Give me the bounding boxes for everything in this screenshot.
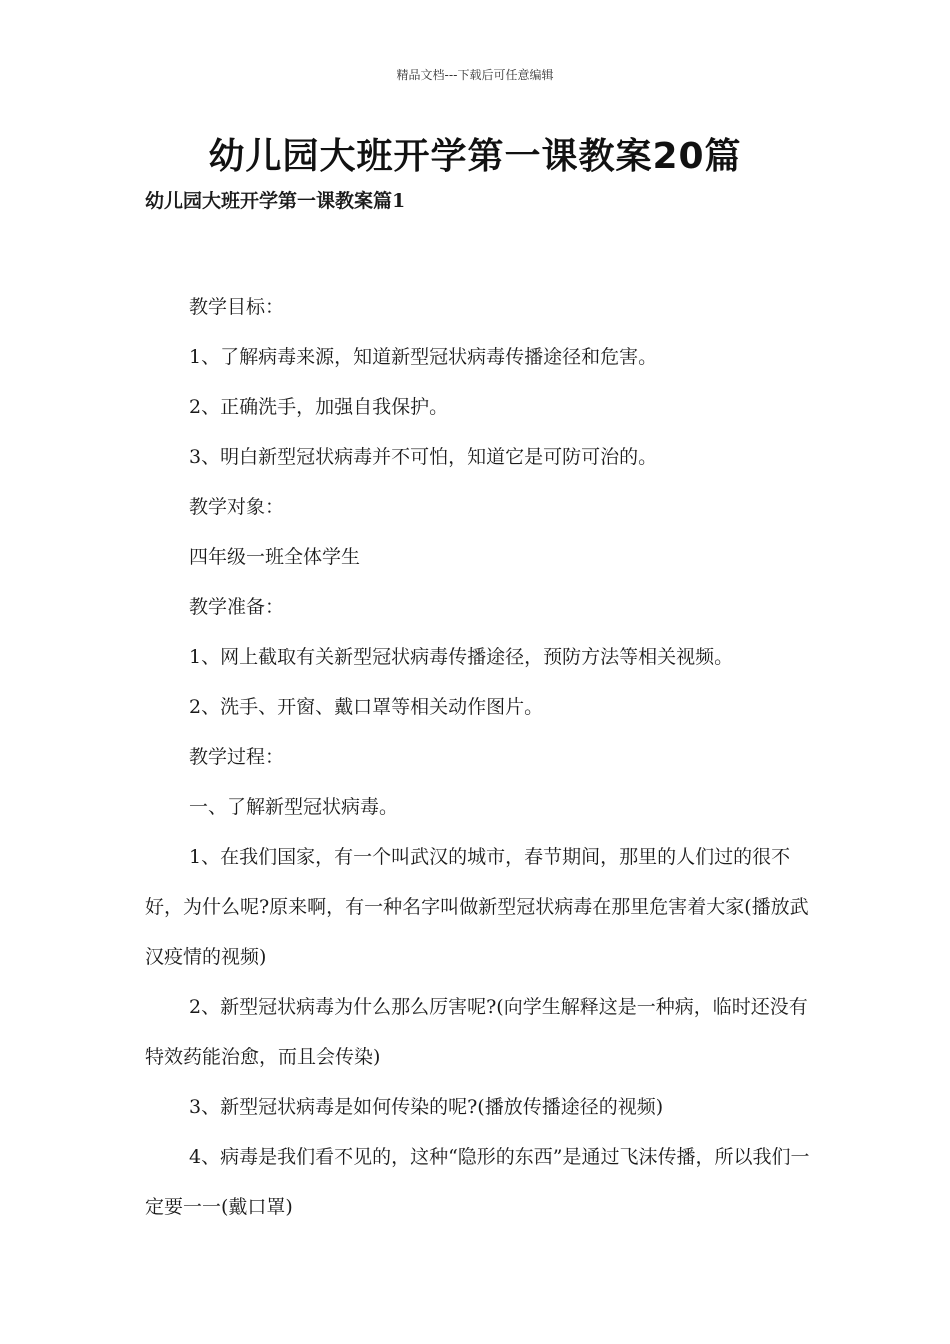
- paragraph-goal-1: 1、了解病毒来源，知道新型冠状病毒传播途径和危害。: [189, 346, 658, 368]
- paragraph-process-part-1: 一、了解新型冠状病毒。: [189, 796, 399, 818]
- header-note: 精品文档---下载后可任意编辑: [396, 68, 554, 82]
- paragraph-teaching-target-heading: 教学对象：: [189, 496, 285, 518]
- paragraph-process-step-1: 1、在我们国家，有一个叫武汉的城市，春节期间，那里的人们过的很不好，为什么呢?原来啊，有一种名字叫做新型冠状病毒在那里危害着大家(播放武汉疫情的视频): [145, 846, 809, 968]
- paragraph-preparation-1: 1、网上截取有关新型冠状病毒传播途径，预防方法等相关视频。: [189, 646, 734, 668]
- paragraph-teaching-target: 四年级一班全体学生: [189, 546, 361, 568]
- document-title: 幼儿园大班开学第一课教案20篇: [208, 136, 742, 177]
- paragraph-preparation-heading: 教学准备：: [189, 596, 285, 618]
- paragraph-preparation-2: 2、洗手、开窗、戴口罩等相关动作图片。: [189, 696, 544, 718]
- document-body: [145, 282, 810, 1232]
- paragraph-process-heading: 教学过程：: [189, 746, 285, 768]
- paragraph-goal-2: 2、正确洗手，加强自我保护。: [189, 396, 449, 418]
- paragraph-process-step-3: 3、新型冠状病毒是如何传染的呢?(播放传播途径的视频): [189, 1096, 664, 1118]
- paragraph-goal-3: 3、明白新型冠状病毒并不可怕，知道它是可防可治的。: [189, 446, 658, 468]
- section-title: 幼儿园大班开学第一课教案篇1: [145, 190, 406, 212]
- paragraph-teaching-goals-heading: 教学目标：: [189, 296, 285, 318]
- paragraph-process-step-4: 4、病毒是我们看不见的，这种“隐形的东西”是通过飞沫传播，所以我们一定要一一(戴口罩): [145, 1146, 810, 1218]
- paragraph-process-step-2: 2、新型冠状病毒为什么那么厉害呢?(向学生解释这是一种病，临时还没有特效药能治愈，而且会传染): [145, 996, 808, 1068]
